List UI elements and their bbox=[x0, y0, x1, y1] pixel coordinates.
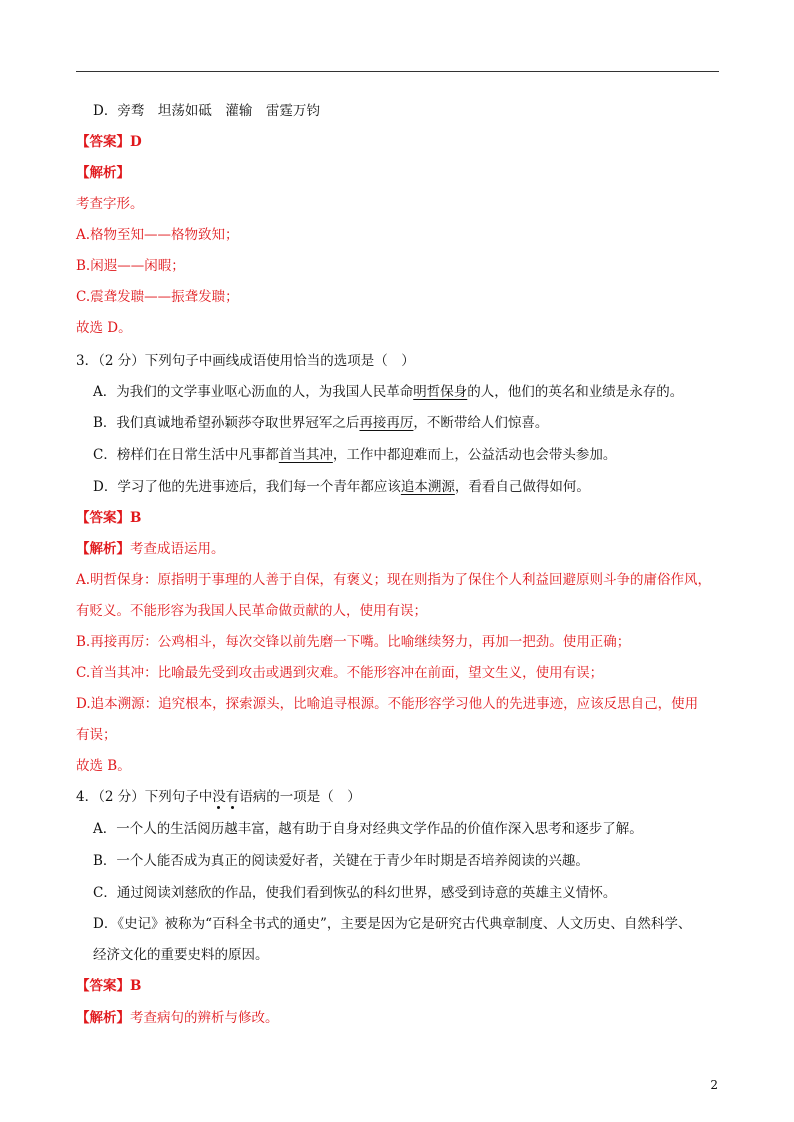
q3-c-post: ，工作中都迎难而上，公益活动也会带头参加。 bbox=[332, 447, 617, 463]
q3-a-idiom: 明哲保身 bbox=[413, 384, 468, 400]
q3-b-post: ，不断带给人们惊喜。 bbox=[413, 415, 549, 431]
q3-b-idiom: 再接再厉 bbox=[359, 415, 414, 431]
q4-stem-pre: 4．（2 分）下列句子中 bbox=[76, 789, 213, 805]
q4-stem-emphasis-2: 有 bbox=[225, 789, 240, 805]
q4-stem-emphasis-1: 没 bbox=[212, 789, 226, 805]
q4-analysis-intro: 考查病句的辨析与修改。 bbox=[130, 1010, 279, 1026]
q3-option-d bbox=[93, 477, 743, 497]
q2-answer: 【答案】D bbox=[76, 134, 142, 150]
q3-d-post: ，看看自己做得如何。 bbox=[454, 479, 590, 495]
q2-analysis-b: B.闲遐——闲暇； bbox=[76, 258, 185, 274]
q3-analysis-heading bbox=[76, 539, 726, 559]
q3-analysis-intro: 考查成语运用。 bbox=[130, 541, 225, 557]
q3-answer: 【答案】B bbox=[76, 510, 142, 526]
q4-stem bbox=[76, 787, 726, 807]
q3-analysis-label: 【解析】 bbox=[76, 541, 130, 557]
q2-analysis-intro: 考查字形。 bbox=[76, 196, 144, 212]
q3-option-c bbox=[93, 445, 743, 465]
q3-d-idiom: 追本溯源 bbox=[400, 479, 455, 495]
q4-option-d-line1: D．《史记》被称为“百科全书式的通史”，主要是因为它是研究古代典章制度、人文历史、自然科学、 bbox=[93, 916, 692, 932]
header-rule bbox=[76, 71, 719, 72]
page-number: 2 bbox=[710, 1078, 718, 1092]
q3-a-post: 的人，他们的英名和业绩是永存的。 bbox=[467, 384, 684, 400]
q2-analysis-label: 【解析】 bbox=[76, 165, 130, 181]
q3-b-pre: B．我们真诚地希望孙颖莎夺取世界冠军之后 bbox=[93, 415, 360, 431]
q4-analysis-label: 【解析】 bbox=[76, 1010, 130, 1026]
q3-a-pre: A．为我们的文学事业呕心沥血的人，为我国人民革命 bbox=[93, 384, 414, 400]
q3-stem: 3．（2 分）下列句子中画线成语使用恰当的选项是（ ） bbox=[76, 353, 415, 369]
q4-option-b: B．一个人能否成为真正的阅读爱好者，关键在于青少年时期是否培养阅读的兴趣。 bbox=[93, 853, 589, 869]
q2-conclusion: 故选 D。 bbox=[76, 320, 132, 336]
q3-conclusion: 故选 B。 bbox=[76, 758, 131, 774]
q2-option-d: D．旁骛 坦荡如砥 灌输 雷霆万钧 bbox=[93, 103, 320, 119]
q2-analysis-c: C.震聋发聩——振聋发聩； bbox=[76, 289, 239, 305]
q3-c-idiom: 首当其冲 bbox=[278, 447, 333, 463]
q3-option-a bbox=[93, 382, 743, 402]
q3-analysis-c: C.首当其冲：比喻最先受到攻击或遇到灾难。不能形容冲在前面，望文生义，使用有误； bbox=[76, 665, 604, 681]
q4-option-d-line2: 经济文化的重要史料的原因。 bbox=[93, 947, 269, 963]
q4-stem-post: 语病的一项是（ ） bbox=[239, 789, 361, 805]
q4-analysis-heading bbox=[76, 1008, 726, 1028]
q2-analysis-a: A.格物至知——格物致知； bbox=[76, 227, 239, 243]
q3-analysis-d-line2: 有误； bbox=[76, 727, 117, 743]
q3-d-pre: D．学习了他的先进事迹后，我们每一个青年都应该 bbox=[93, 479, 401, 495]
q4-option-a: A．一个人的生活阅历越丰富，越有助于自身对经典文学作品的价值作深入思考和逐步了解。 bbox=[93, 821, 643, 837]
q3-analysis-d-line1: D.追本溯源：追究根本，探索源头，比喻追寻根源。不能形容学习他人的先进事迹，应该反思自己，使用 bbox=[76, 696, 699, 712]
q3-analysis-a-line2: 有贬义。不能形容为我国人民革命做贡献的人，使用有误； bbox=[76, 603, 427, 619]
q3-analysis-a-line1: A.明哲保身：原指明于事理的人善于自保，有褒义；现在则指为了保住个人利益回避原则斗争的庸俗作风， bbox=[76, 572, 712, 588]
q3-option-b bbox=[93, 413, 743, 433]
q3-c-pre: C．榜样们在日常生活中凡事都 bbox=[93, 447, 279, 463]
q4-option-c: C．通过阅读刘慈欣的作品，使我们看到恢弘的科幻世界，感受到诗意的英雄主义情怀。 bbox=[93, 885, 617, 901]
q4-answer: 【答案】B bbox=[76, 978, 142, 994]
q3-analysis-b: B.再接再厉：公鸡相斗，每次交锋以前先磨一下嘴。比喻继续努力，再加一把劲。使用正确； bbox=[76, 634, 631, 650]
